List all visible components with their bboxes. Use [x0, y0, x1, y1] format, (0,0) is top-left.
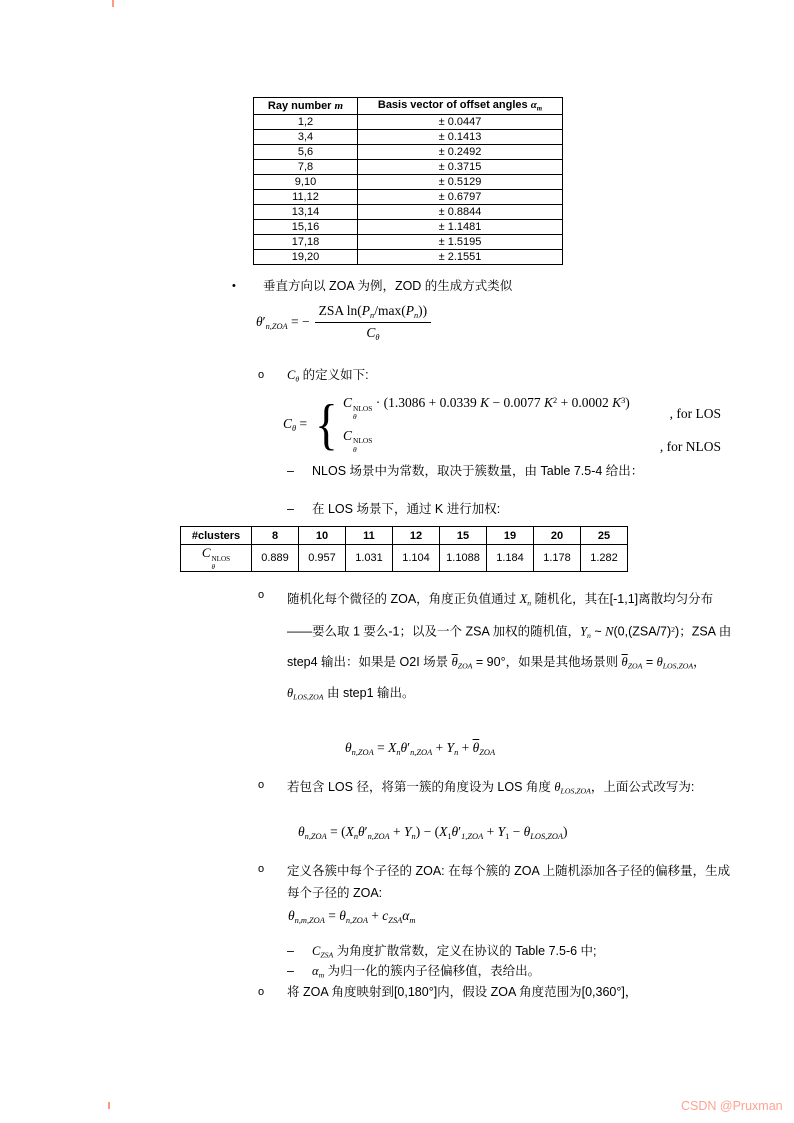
dash-marker: –	[287, 944, 294, 958]
table-header-row	[181, 527, 628, 545]
paragraph-text: $C_\theta$ 的定义如下:	[287, 368, 369, 384]
table-cell: 15,16	[254, 220, 358, 235]
formula-lhs: $\theta'_{n,ZOA}$ = −	[256, 313, 310, 331]
table-header-cell: 25	[581, 527, 628, 545]
table-header-cell: 19	[487, 527, 534, 545]
dash-item-los-weighting	[287, 500, 500, 518]
dash-marker: –	[287, 464, 294, 478]
table-cell: ± 1.1481	[358, 220, 563, 235]
formula-c-theta-cases	[283, 395, 721, 455]
circle-marker: o	[258, 779, 265, 791]
table-cell: 0.957	[299, 545, 346, 572]
table-header-cell: 11	[346, 527, 393, 545]
formula-theta-nm-zoa	[288, 908, 415, 925]
table-cell: 17,18	[254, 235, 358, 250]
formula-zoa-prime	[256, 303, 431, 342]
table-header-cell: 15	[440, 527, 487, 545]
csdn-watermark: CSDN @Pruxman	[681, 1099, 783, 1113]
table-header-cell: Basis vector of offset angles $\alpha_m$	[358, 98, 563, 115]
sub-bullet-c-theta-definition	[258, 366, 369, 389]
table-row	[254, 115, 563, 130]
clusters-scaling-table	[180, 526, 628, 572]
paragraph-text: $C_{ZSA}$ 为角度扩散常数，定义在协议的 Table 7.5-6 中;	[312, 944, 597, 960]
table-row	[254, 130, 563, 145]
case-label: , for NLOS	[659, 438, 722, 454]
table-cell: 19,20	[254, 250, 358, 265]
sub-bullet-los-first-cluster	[258, 776, 735, 803]
sub-bullet-randomization	[258, 586, 735, 710]
case-row-nlos	[343, 428, 721, 455]
table-cell: ± 2.1551	[358, 250, 563, 265]
dash-item-nlos-constant	[287, 462, 660, 481]
case-label: , for LOS	[669, 405, 722, 421]
paragraph-text: $\alpha_m$ 为归一化的簇内子径偏移值，表给出。	[312, 964, 541, 980]
bullet-marker: •	[232, 280, 236, 292]
table-cell: 7,8	[254, 160, 358, 175]
table-header-cell: 20	[534, 527, 581, 545]
formula-theta-n-zoa	[345, 740, 495, 757]
dash-marker: –	[287, 964, 294, 978]
paragraph-text: 将 ZOA 角度映射到[0,180°]内，假设 ZOA 角度范围为[0,360°]，	[287, 985, 638, 999]
table-header-cell: Ray number m	[254, 98, 358, 115]
table-row	[254, 250, 563, 265]
table-row	[181, 545, 628, 572]
formula-lhs: $C_\theta$ =	[283, 416, 308, 434]
circle-marker: o	[258, 589, 265, 601]
table-header-cell: 12	[393, 527, 440, 545]
sub-bullet-angle-mapping	[258, 983, 779, 1001]
table-cell: 11,12	[254, 190, 358, 205]
table-row	[254, 205, 563, 220]
table-cell: 9,10	[254, 175, 358, 190]
curly-brace: {	[315, 393, 338, 456]
table-row	[254, 235, 563, 250]
ray-offset-angles-table	[253, 97, 563, 265]
table-cell: 1.184	[487, 545, 534, 572]
table-cell: ± 0.5129	[358, 175, 563, 190]
paragraph-text: 垂直方向以 ZOA 为例，ZOD 的生成方式类似	[263, 279, 513, 293]
table-cell: 1.178	[534, 545, 581, 572]
paragraph-text: 定义各簇中每个子径的 ZOA: 在每个簇的 ZOA 上随机添加各子径的偏移量，生成每个子径的 ZOA:	[287, 864, 731, 900]
formula-expression: $\theta_{n,ZOA} = (X_n\theta'_{n,ZOA} + Y_n) - (X_1\theta'_{1,ZOA} + Y_1 - \theta_{LOS,ZOA})$	[298, 824, 568, 841]
table-header-cell: 10	[299, 527, 346, 545]
table-cell: ± 0.6797	[358, 190, 563, 205]
case-row-los	[343, 395, 721, 422]
table-cell: ± 0.1413	[358, 130, 563, 145]
cases-block	[343, 395, 721, 455]
table-cell: 1,2	[254, 115, 358, 130]
table-row	[254, 145, 563, 160]
fraction-numerator: ZSA $\ln(P_n/\max(P_n))$	[315, 303, 432, 323]
paragraph-text: 在 LOS 场景下，通过 K 进行加权:	[312, 502, 501, 516]
table-cell: ± 0.3715	[358, 160, 563, 175]
fraction-denominator: $C_\theta$	[366, 324, 380, 342]
table-cell: 1.1088	[440, 545, 487, 572]
paragraph-text: 若包含 LOS 径，将第一簇的角度设为 LOS 角度 $\theta_{LOS,ZOA}$，上面公式改写为:	[287, 780, 695, 796]
table-cell: ± 0.0447	[358, 115, 563, 130]
table-cell: 1.031	[346, 545, 393, 572]
circle-marker: o	[258, 986, 265, 998]
paragraph-text: 随机化每个微径的 ZOA，角度正负值通过 $X_n$ 随机化，其在[-1,1]离散均匀分布——要么取 1 要么-1；以及一个 ZSA 加权的随机值，$Y_n$ ~ $N(0,(ZSA/7)^2)$；ZSA 由 step4 输出：如果是 O2I 场景 $\overline{\theta}_{ZOA} = 90^\circ$，如果是其他场景则 $\overline{\theta}_{ZOA} = \theta_{LOS,ZOA}$，$\theta_{LOS,ZOA}$ 由 step1 输出。	[287, 592, 732, 702]
formula-theta-los-rewrite	[298, 824, 568, 841]
table-cell: 1.282	[581, 545, 628, 572]
table-cell: 3,4	[254, 130, 358, 145]
table-row	[254, 160, 563, 175]
table-cell: 1.104	[393, 545, 440, 572]
case-expression: C NLOS θ · (1.3086 + 0.0339 K − 0.0077 $K^2 + 0.0002$ $K^3$)	[343, 395, 630, 422]
watermark-crop-mark-top	[112, 0, 114, 7]
table-row	[254, 220, 563, 235]
formula-expression: $\theta_{n,ZOA} = X_n\theta'_{n,ZOA} + Y_n + \overline{\theta}_{ZOA}$	[345, 740, 496, 757]
table-row-label: C NLOS θ	[181, 545, 252, 572]
table-header-row	[254, 98, 563, 115]
table-cell: 5,6	[254, 145, 358, 160]
table-cell: ± 0.8844	[358, 205, 563, 220]
circle-marker: o	[258, 863, 265, 875]
sub-bullet-subpath-zoa	[258, 860, 735, 904]
table-row	[254, 190, 563, 205]
table-cell: 13,14	[254, 205, 358, 220]
table-cell: ± 1.5195	[358, 235, 563, 250]
table-header-cell: 8	[252, 527, 299, 545]
dash-item-alpha-offset	[287, 962, 540, 985]
formula-expression: $\theta_{n,m,ZOA} = \theta_{n,ZOA} + c_{ZSA}\alpha_m$	[288, 908, 416, 925]
dash-marker: –	[287, 502, 294, 516]
circle-marker: o	[258, 369, 265, 381]
table-header-cell: #clusters	[181, 527, 252, 545]
table-row	[254, 175, 563, 190]
watermark-crop-mark-bottom	[108, 1102, 110, 1109]
case-expression: C NLOS θ	[343, 427, 373, 454]
bullet-item-zoa-intro	[232, 277, 512, 295]
table-cell: 0.889	[252, 545, 299, 572]
table-cell: ± 0.2492	[358, 145, 563, 160]
paragraph-text: NLOS 场景中为常数，取决于簇数量，由 Table 7.5-4 给出：	[312, 464, 644, 478]
fraction	[315, 303, 432, 342]
